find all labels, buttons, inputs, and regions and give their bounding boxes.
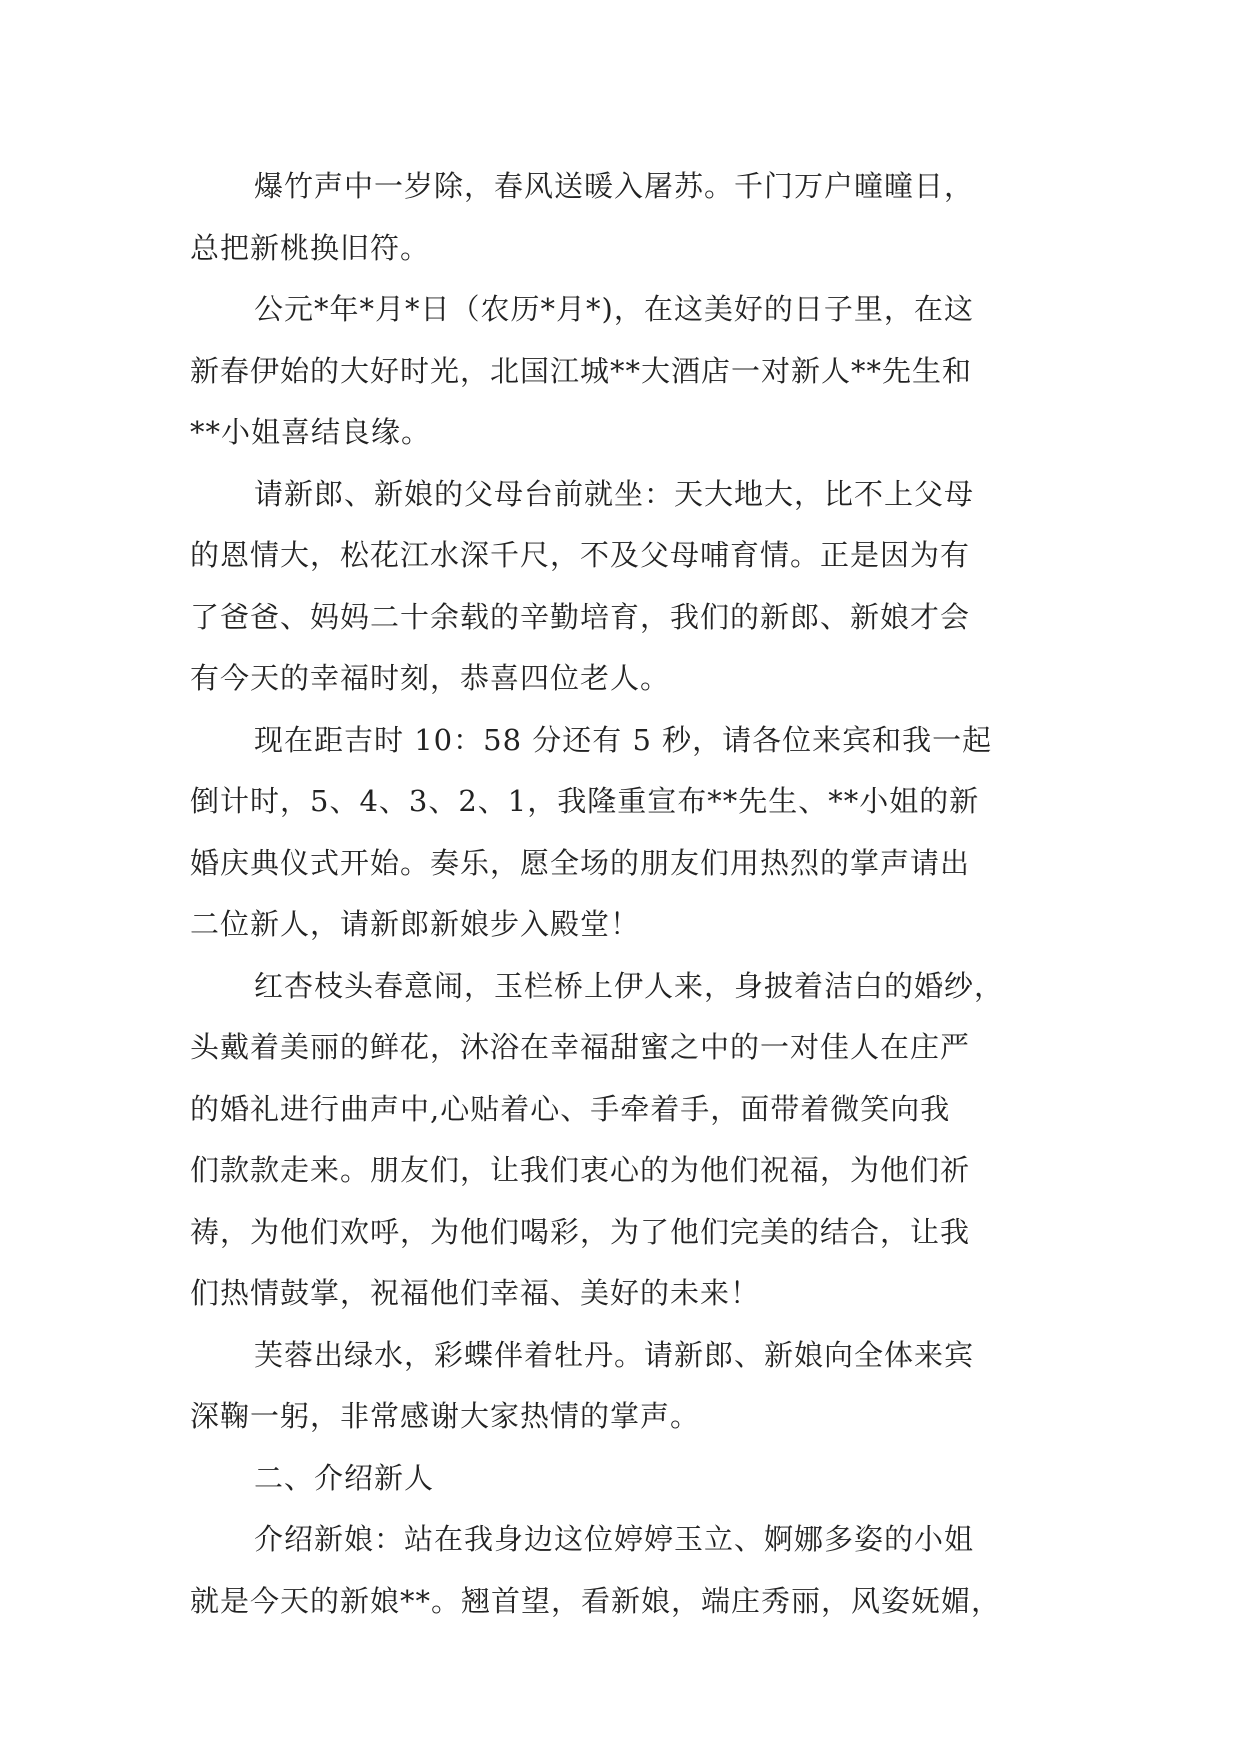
paragraph-line: 新春伊始的大好时光，北国江城**大酒店一对新人**先生和 (190, 353, 973, 388)
paragraph-line: 的婚礼进行曲声中,心贴着心、手牵着手，面带着微笑向我 (190, 1091, 951, 1126)
paragraph-line: 深鞠一躬，非常感谢大家热情的掌声。 (190, 1399, 701, 1433)
paragraph-line: 有今天的幸福时刻，恭喜四位老人。 (190, 661, 671, 695)
paragraph-line: 倒计时，5、4、3、2、1，我隆重宣布**先生、**小姐的新 (190, 784, 980, 818)
paragraph-line: 二位新人，请新郎新娘步入殿堂！ (190, 907, 641, 941)
paragraph-line: 介绍新娘：站在我身边这位婷婷玉立、婀娜多姿的小姐 (254, 1522, 975, 1556)
paragraph-line: 红杏枝头春意闹，玉栏桥上伊人来，身披着洁白的婚纱， (254, 968, 1005, 1003)
section-heading: 二、介绍新人 (254, 1460, 435, 1495)
paragraph-line: 总把新桃换旧符。 (190, 230, 431, 265)
paragraph-line: 们热情鼓掌，祝福他们幸福、美好的未来！ (190, 1276, 761, 1310)
paragraph-line: 芙蓉出绿水，彩蝶伴着牡丹。请新郎、新娘向全体来宾 (254, 1337, 975, 1372)
paragraph-line: 头戴着美丽的鲜花，沐浴在幸福甜蜜之中的一对佳人在庄严 (190, 1030, 971, 1064)
paragraph-line: 爆竹声中一岁除，春风送暖入屠苏。千门万户曈曈日， (254, 169, 975, 203)
paragraph-line: 就是今天的新娘**。翘首望，看新娘，端庄秀丽，风姿妩媚， (190, 1583, 1002, 1618)
document-body (190, 156, 1060, 1632)
paragraph-line: **小姐喜结良缘。 (190, 415, 432, 449)
paragraph-line: 的恩情大，松花江水深千尺，不及父母哺育情。正是因为有 (190, 538, 971, 572)
paragraph-line: 祷，为他们欢呼，为他们喝彩，为了他们完美的结合，让我 (190, 1214, 971, 1249)
paragraph-line: 公元*年*月*日（农历*月*)，在这美好的日子里，在这 (254, 292, 974, 326)
paragraph-line: 了爸爸、妈妈二十余载的辛勤培育，我们的新郎、新娘才会 (190, 599, 971, 634)
paragraph-line: 请新郎、新娘的父母台前就坐：天大地大，比不上父母 (254, 476, 975, 511)
paragraph-line: 婚庆典仪式开始。奏乐，愿全场的朋友们用热烈的掌声请出 (190, 845, 971, 880)
paragraph-line: 现在距吉时 10：58 分还有 5 秒，请各位来宾和我一起 (254, 722, 993, 757)
paragraph-line: 们款款走来。朋友们，让我们衷心的为他们祝福，为他们祈 (190, 1153, 971, 1187)
